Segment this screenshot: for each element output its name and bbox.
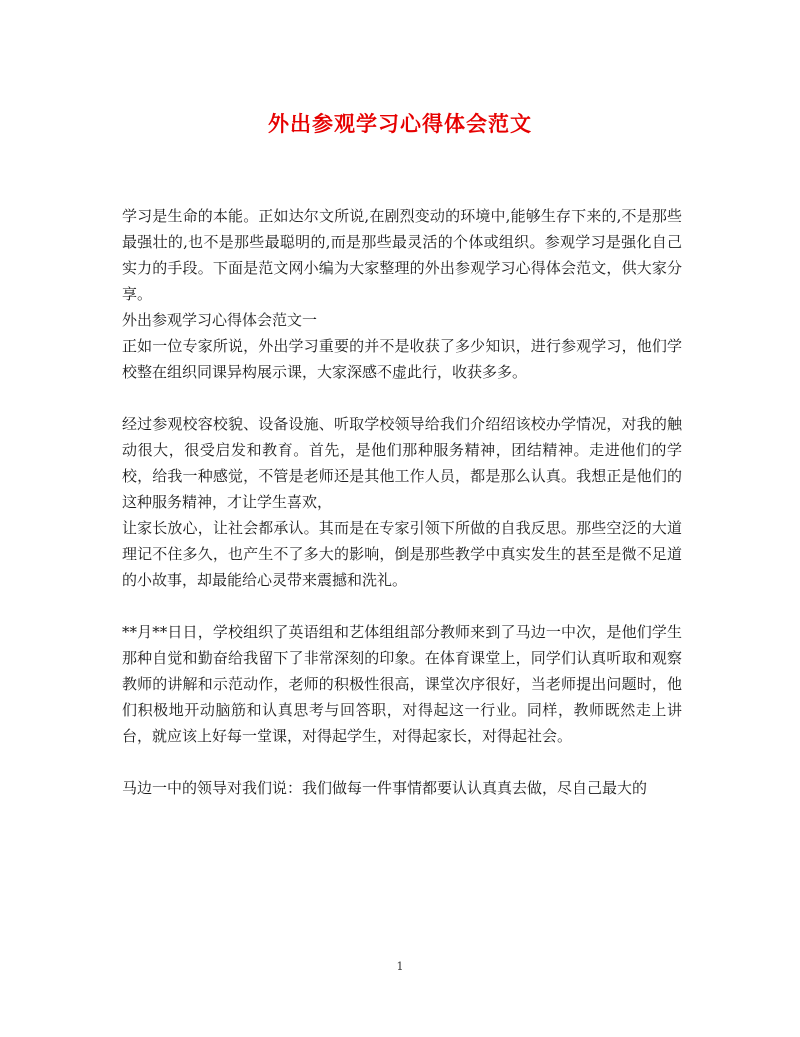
body-paragraph: 经过参观校容校貌、设备设施、听取学校领导给我们介绍绍该校办学情况，对我的触动很大，很受启发和教育。首先，是他们那种服务精神，团结精神。走进他们的学校，给我一种感觉，不管是老师还是其他工作人员，都是那么认真。我想正是他们的这种服务精神，才让学生喜欢， bbox=[122, 415, 682, 511]
paragraph-gap bbox=[122, 749, 682, 775]
document-title: 外出参观学习心得体会范文 bbox=[268, 111, 532, 136]
intro-paragraph: 学习是生命的本能。正如达尔文所说,在剧烈变动的环境中,能够生存下来的,不是那些最强壮的,也不是那些最聪明的,而是那些最灵活的个体或组织。参观学习是强化自己实力的手段。下面是范文网小编为大家整理的外出参观学习心得体会范文，供大家分享。 bbox=[122, 207, 682, 303]
paragraph-gap bbox=[122, 385, 682, 411]
body-paragraph: **月**日日，学校组织了英语组和艺体组组部分教师来到了马边一中次，是他们学生那种自觉和勤奋给我留下了非常深刻的印象。在体育课堂上，同学们认真听取和观察教师的讲解和示范动作，老师的积极性很高，课堂次序很好，当老师提出问题时，他们积极地开动脑筋和认真思考与回答职，对得起这一行业。同样，教师既然走上讲台，就应该上好每一堂课，对得起学生，对得起家长，对得起社会。 bbox=[122, 623, 682, 745]
section-heading: 外出参观学习心得体会范文一 bbox=[122, 311, 318, 329]
body-paragraph: 让家长放心，让社会都承认。其而是在专家引领下所做的自我反思。那些空泛的大道理记不住多久，也产生不了多大的影响，倒是那些教学中真实发生的甚至是微不足道的小故事，却最能给心灵带来震撼和洗礼。 bbox=[122, 519, 682, 589]
body-paragraph: 正如一位专家所说，外出学习重要的并不是收获了多少知识，进行参观学习，他们学校整在组织同课异构展示课，大家深感不虚此行，收获多多。 bbox=[122, 337, 682, 381]
paragraph-gap bbox=[122, 593, 682, 619]
page-number: 1 bbox=[396, 960, 404, 973]
body-paragraph: 马边一中的领导对我们说：我们做每一件事情都要认认真真去做，尽自己最大的 bbox=[122, 779, 648, 797]
document-body bbox=[122, 203, 682, 801]
